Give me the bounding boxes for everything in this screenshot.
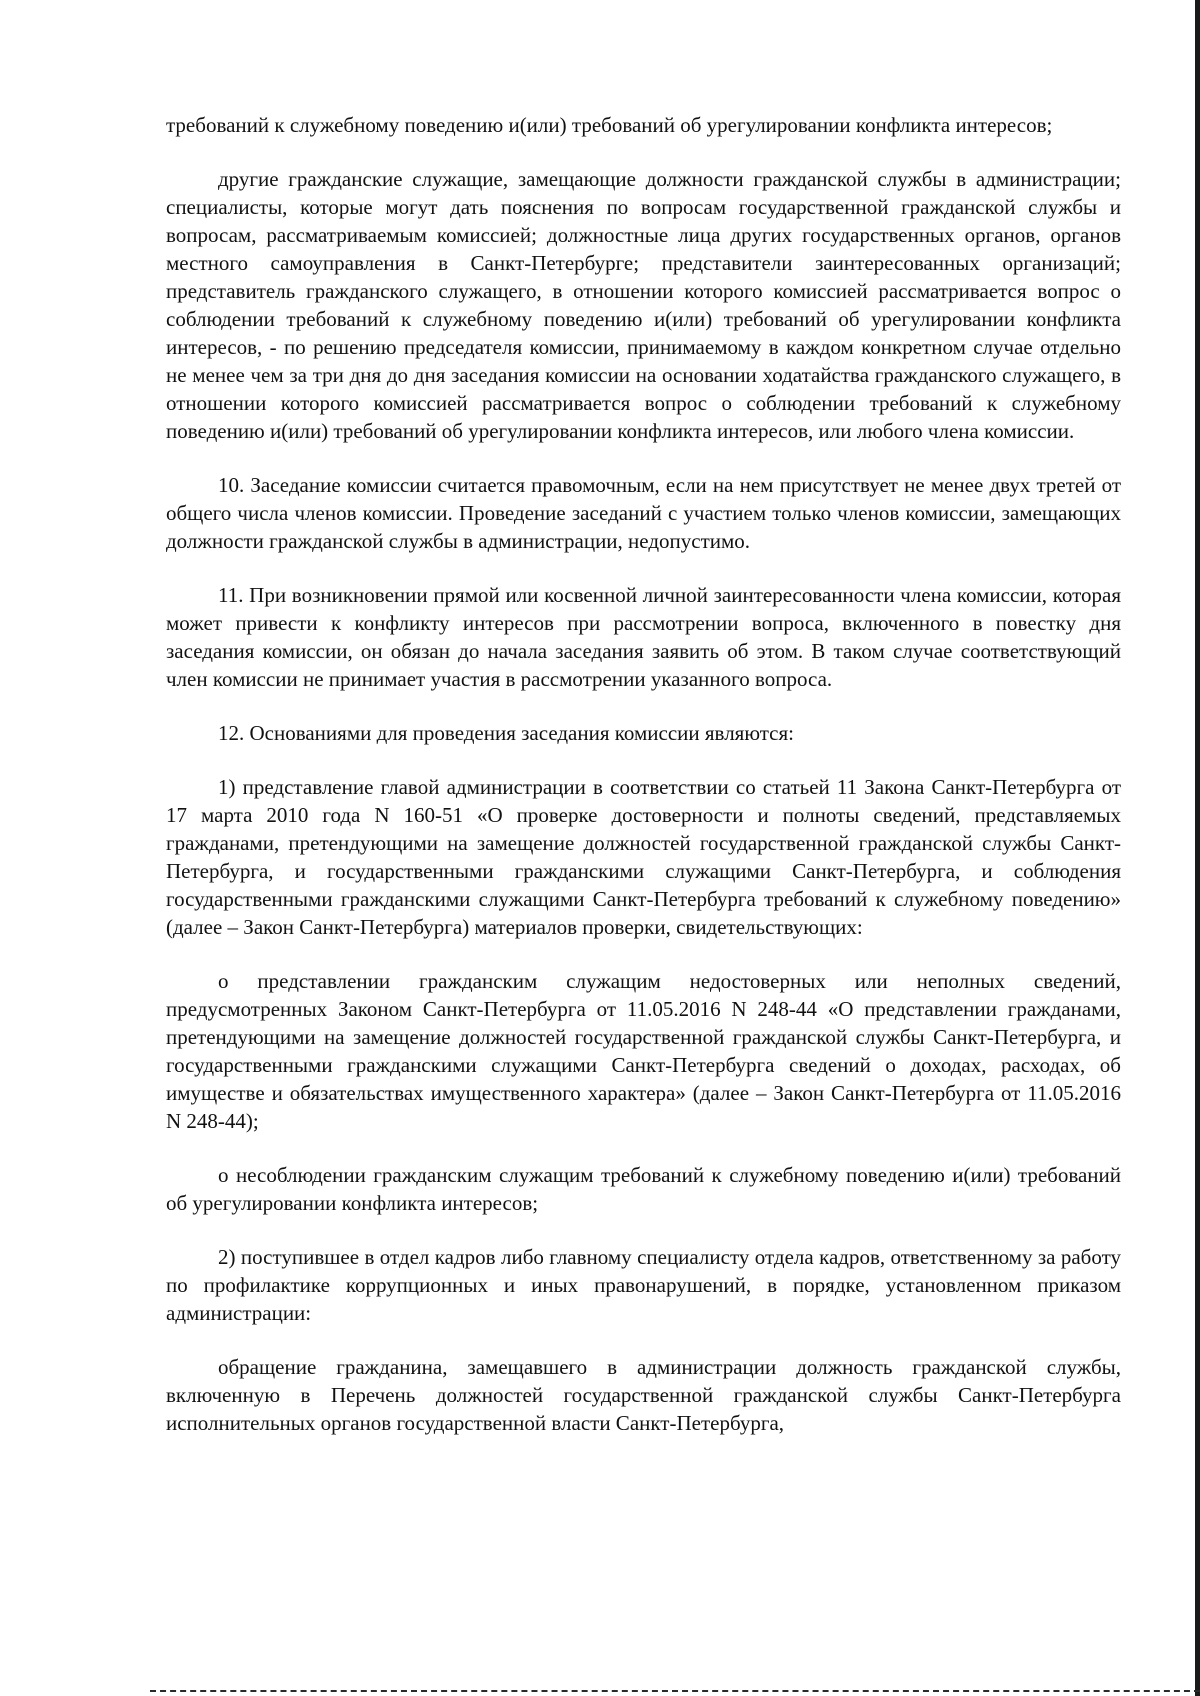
paragraph-11: 11. При возникновении прямой или косвенной личной заинтересованности члена комиссии, которая может привести к конфликту интересов при рассмотрении вопроса, включенного в повестку дня заседания комиссии, он обязан до начала заседания заявить об этом. В таком случае соответствующий член комиссии не принимает участия в рассмотрении указанного вопроса.: [166, 583, 1121, 691]
paragraph-continuation: требований к служебному поведению и(или) требований об урегулировании конфликта интересов;: [166, 113, 1053, 137]
scan-right-edge: [1195, 0, 1200, 1696]
paragraph-invited-participants: другие гражданские служащие, замещающие должности гражданской службы в администрации; специалисты, которые могут дать пояснения по вопросам государственной гражданской службы и вопросам, рассматриваемым комиссией; должностные лица других государственных органов, органов местного самоуправления в Санкт-Петербурге; представители заинтересованных организаций; представитель гражданского служащего, в отношении которого комиссией рассматривается вопрос о соблюдении требований к служебному поведению и(или) требований об урегулировании конфликта интересов, - по решению председателя комиссии, принимаемому в каждом конкретном случае отдельно не менее чем за три дня до дня заседания комиссии на основании ходатайства гражданского служащего, в отношении которого комиссией рассматривается вопрос о соблюдении требований к служебному поведению и(или) требований об урегулировании конфликта интересов, или любого члена комиссии.: [166, 167, 1121, 443]
paragraph-10: 10. Заседание комиссии считается правомочным, если на нем присутствует не менее двух третей от общего числа членов комиссии. Проведение заседаний с участием только членов комиссии, замещающих должности гражданской службы в администрации, недопустимо.: [166, 473, 1121, 553]
paragraph-12-item-1-a: о представлении гражданским служащим недостоверных или неполных сведений, предусмотренных Законом Санкт-Петербурга от 11.05.2016 N 248-44 «О представлении гражданами, претендующими на замещение должностей государственной гражданской службы Санкт-Петербурга, и государственными гражданскими служащими Санкт-Петербурга сведений о доходах, расходах, об имуществе и обязательствах имущественного характера» (далее – Закон Санкт-Петербурга от 11.05.2016 N 248-44);: [166, 969, 1121, 1133]
paragraph-12-item-1: 1) представление главой администрации в соответствии со статьей 11 Закона Санкт-Петербурга от 17 марта 2010 года N 160-51 «О проверке достоверности и полноты сведений, представляемых гражданами, претендующими на замещение должностей государственной гражданской службы Санкт-Петербурга, и государственными гражданскими служащими Санкт-Петербурга, и соблюдения государственными гражданскими служащими Санкт-Петербурга требований к служебному поведению» (далее – Закон Санкт-Петербурга) материалов проверки, свидетельствующих:: [166, 775, 1121, 939]
paragraph-12: 12. Основаниями для проведения заседания комиссии являются:: [218, 721, 794, 745]
scan-bottom-edge: [150, 1690, 1200, 1692]
paragraph-12-item-1-b: о несоблюдении гражданским служащим требований к служебному поведению и(или) требований об урегулировании конфликта интересов;: [166, 1163, 1121, 1215]
paragraph-12-item-2: 2) поступившее в отдел кадров либо главному специалисту отдела кадров, ответственному за работу по профилактике коррупционных и иных правонарушений, в порядке, установленном приказом администрации:: [166, 1245, 1121, 1325]
document-body: [166, 111, 1121, 1463]
paragraph-12-item-2-a: обращение гражданина, замещавшего в администрации должность гражданской службы, включенную в Перечень должностей государственной гражданской службы Санкт-Петербурга исполнительных органов государственной власти Санкт-Петербурга,: [166, 1355, 1121, 1435]
